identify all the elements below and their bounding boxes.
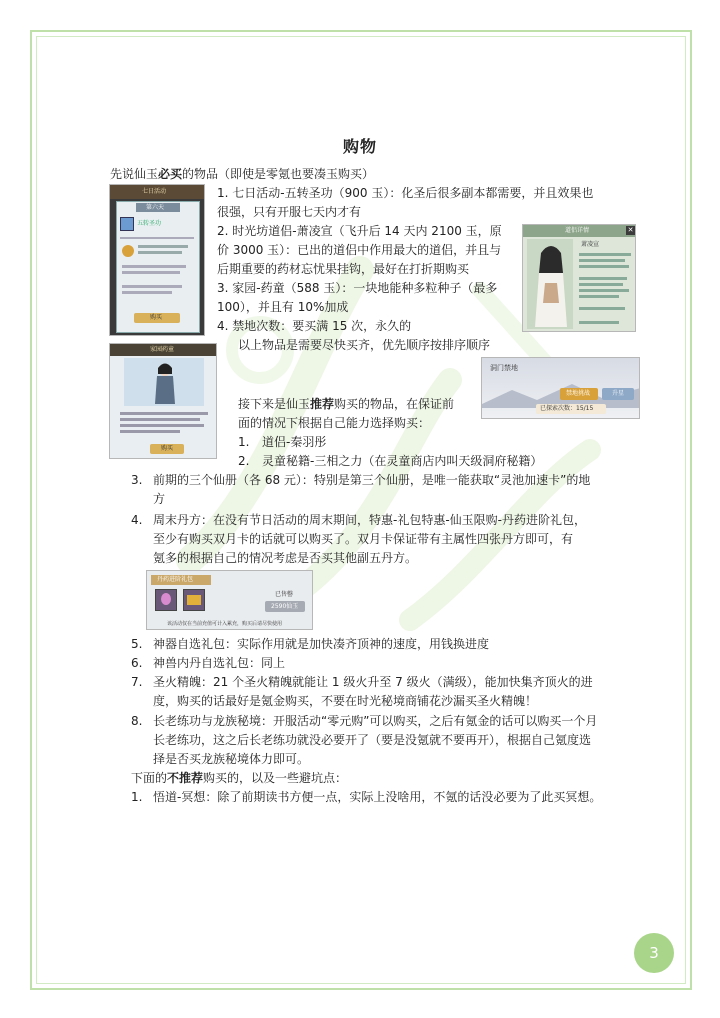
- screenshot-jindi: [481, 357, 640, 419]
- qiri-item-name: 五转圣功: [137, 220, 162, 227]
- recommend-item-7-num: 7.: [131, 675, 143, 689]
- yaotong-character-icon: [154, 362, 176, 404]
- danyao-sold-out: 已售罄: [275, 591, 294, 598]
- qiri-tab: 第六天: [146, 204, 165, 211]
- intro-line: [110, 165, 374, 184]
- recommend-item-5-num: 5.: [131, 637, 143, 651]
- qiri-buy-button: 购买: [150, 314, 163, 321]
- screenshot-daolv-detail: [522, 224, 636, 332]
- qiri-header: 七日活动: [142, 188, 167, 195]
- recommend-intro-text-end: 购买的物品，在保证前: [334, 397, 455, 411]
- must-buy-3-line-1: 3. 家园-药童（588 玉）：一块地能种多粒种子（最多: [217, 281, 498, 295]
- daolv-character-icon: [533, 243, 569, 327]
- daolv-header: 道侣详情: [565, 227, 590, 234]
- recommend-item-8-line-1: 长老练功与龙族秘境：开服活动“零元购”可以购买，之后有氪金的话可以购买一个月: [153, 714, 598, 728]
- recommend-item-6-text: 神兽内丹自选礼包：同上: [153, 656, 286, 670]
- recommend-item-4-line-3: 氪多的根据自己的情况考虑是否买其他副五丹方。: [153, 551, 418, 565]
- not-recommend-item-1-text: 悟道-冥想：除了前期读书方便一点，实际上没啥用，不氪的话没必要为了此买冥想。: [153, 790, 602, 804]
- not-recommend-intro-text: 下面的: [131, 771, 168, 785]
- recommend-item-2-text: 灵童秘籍-三相之力（在灵童商店内叫天级洞府秘籍）: [262, 454, 543, 468]
- must-buy-2-line-1: 2. 时光坊道侣-萧凌宣（飞升后 14 天内 2100 玉，原: [217, 224, 502, 238]
- page-title: 购物: [342, 137, 377, 156]
- not-recommend-item-1-num: 1.: [131, 790, 143, 804]
- priority-note: 以上物品是需要尽快买齐，优先顺序按排序顺序: [238, 338, 491, 352]
- intro-text: 先说仙玉: [110, 167, 159, 181]
- recommend-item-4-line-2: 至少有购买双月卡的话就可以购买了。双月卡保证带有主属性四张丹方即可，有: [153, 532, 574, 546]
- jindi-count: 已探索次数：15/15: [540, 405, 594, 412]
- intro-bold: 必买: [158, 167, 183, 181]
- must-buy-1-line-1: 1. 七日活动-五转圣功（900 玉）：化圣后很多副本都需要，并且效果也: [217, 186, 594, 200]
- screenshot-danyao-pack: [146, 570, 313, 630]
- recommend-item-7-line-1: 圣火精魄：21 个圣火精魄就能让 1 级火升至 7 级火（满级），能加快集齐顶火的进: [153, 675, 593, 689]
- recommend-item-4-num: 4.: [131, 513, 143, 527]
- screenshot-home-yaotong: [109, 343, 217, 459]
- recommend-intro-text: 接下来是仙玉: [238, 397, 311, 411]
- jindi-header: 洞门禁地: [490, 364, 518, 372]
- not-recommend-intro-text-end: 购买的，以及一些避坑点：: [203, 771, 348, 785]
- recommend-item-4-line-1: 周末丹方：在没有节日活动的周末期间，特惠-礼包特惠-仙玉限购-丹药进阶礼包，: [153, 513, 586, 527]
- recommend-item-3-num: 3.: [131, 473, 143, 487]
- recommend-item-5-text: 神器自选礼包：实际作用就是加快凑齐顶神的速度，用钱换进度: [153, 637, 490, 651]
- danyao-header: 丹药进阶礼包: [157, 576, 194, 583]
- must-buy-3-line-2: 100），并且有 10%加成: [217, 300, 349, 314]
- must-buy-4: 4. 禁地次数：要买满 15 次，永久的: [217, 319, 412, 333]
- screenshot-qiri-activity: [109, 184, 205, 336]
- not-recommend-intro: [131, 769, 347, 788]
- jindi-challenge-button: 禁地挑战: [566, 390, 591, 397]
- recommend-intro-line-2: 面的情况下根据自己能力选择购买：: [238, 416, 431, 430]
- recommend-intro-bold: 推荐: [310, 397, 335, 411]
- must-buy-2-line-2: 价 3000 玉）：已出的道侣中作用最大的道侣，并且与: [217, 243, 502, 257]
- recommend-item-8-num: 8.: [131, 714, 143, 728]
- danyao-price: 2590仙玉: [271, 603, 299, 610]
- recommend-item-8-line-2: 长老练功，这之后长老练功就没必要开了（要是没氪就不要再开），根据自己氪度选: [153, 733, 592, 747]
- recommend-item-2-num: 2.: [238, 454, 250, 468]
- recommend-intro-line-1: [238, 395, 454, 414]
- must-buy-2-line-3: 后期重要的药材忘忧果挂钩，最好在打折期购买: [217, 262, 470, 276]
- page-number: 3: [634, 933, 674, 973]
- jindi-star-button: 升星: [612, 390, 625, 397]
- recommend-item-7-line-2: 度，购买的话最好是氪金购买，不要在时光秘境商铺花沙漏买圣火精魄！: [153, 694, 538, 708]
- must-buy-1-line-2: 很强，只有开服七天内才有: [217, 205, 362, 219]
- danyao-note: 该活动仅在当前充值可计入累充，购买后请尽快使用: [167, 621, 283, 627]
- recommend-item-3-line-1: 前期的三个仙册（各 68 元）：特别是第三个仙册，是唯一能获取“灵池加速卡”的地: [153, 473, 591, 487]
- intro-text-end: 的物品（即使是零氪也要凑玉购买）: [182, 167, 375, 181]
- recommend-item-1-num: 1.: [238, 435, 250, 449]
- recommend-item-3-line-2: 方: [153, 492, 166, 506]
- recommend-item-1-text: 道侣-秦羽彤: [262, 435, 327, 449]
- yaotong-buy-button: 购买: [161, 445, 174, 452]
- close-icon: ✕: [627, 226, 634, 234]
- recommend-item-8-line-3: 择是否买龙族秘境体力即可。: [153, 752, 310, 766]
- not-recommend-intro-bold: 不推荐: [167, 771, 204, 785]
- yaotong-header: 家园药童: [150, 346, 175, 353]
- daolv-name: 萧凌宣: [581, 241, 600, 248]
- recommend-item-6-num: 6.: [131, 656, 143, 670]
